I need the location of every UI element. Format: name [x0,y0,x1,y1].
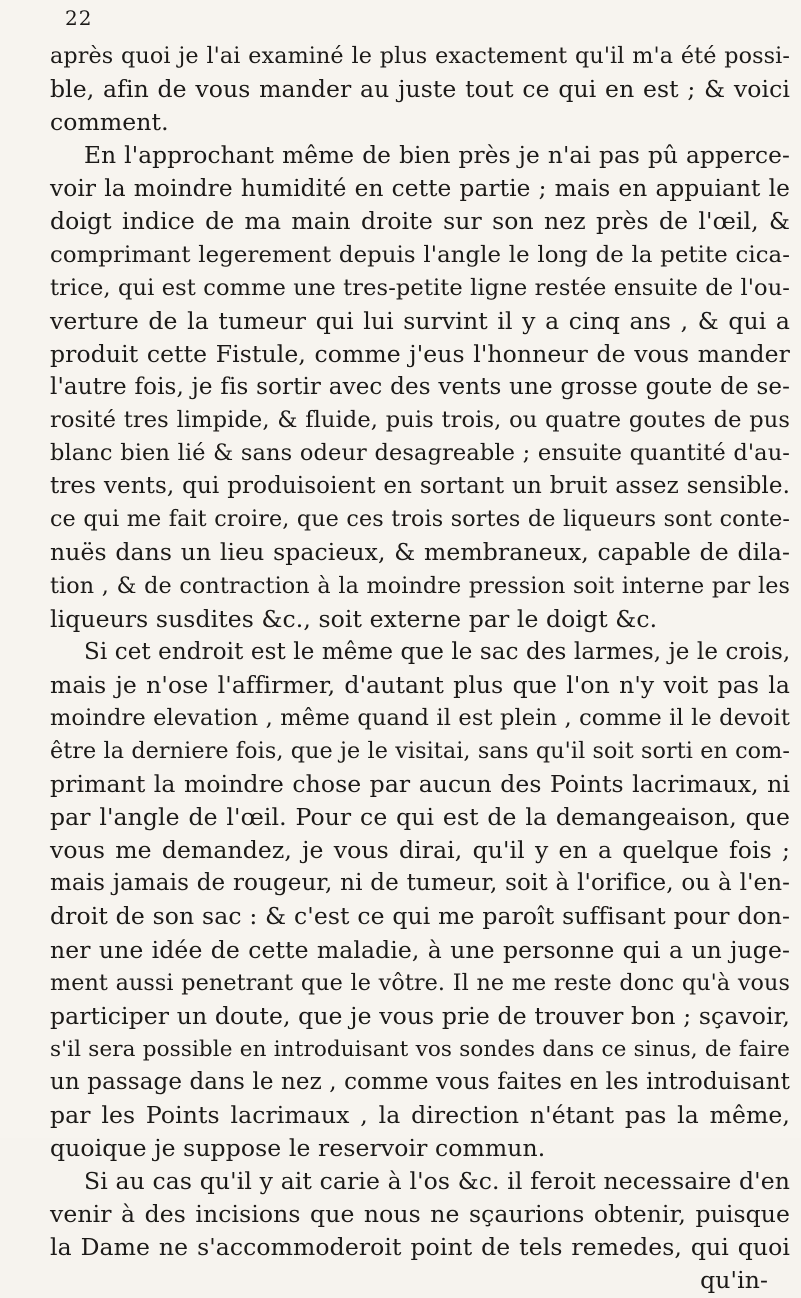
text-line: moindre elevation , même quand il est plein , comme il le devoit [50,704,790,731]
paragraph-start-line: En l'approchant même de bien près je n'ai pas pû apperce- [84,142,790,170]
text-line: voir la moindre humidité en cette partie ; mais en appuiant le [50,175,790,203]
text-line: venir à des incisions que nous ne sçaurions obtenir, puisque [50,1200,790,1229]
text-line: la Dame ne s'accommoderoit point de tels remedes, qui quoi [50,1233,790,1262]
text-line: ner une idée de cette maladie, à une personne qui a un juge- [50,935,790,964]
text-line: être la derniere fois, que je le visitai, sans qu'il soit sorti en com- [50,737,790,764]
text-line: tion , & de contraction à la moindre pression soit interne par les [50,572,790,599]
text-line: tres vents, qui produisoient en sortant un bruit assez sensible. [50,473,790,500]
text-line: quoique je suppose le reservoir commun. [50,1134,546,1163]
text-line: ble, afin de vous mander au juste tout ce qui en est ; & voici [50,75,790,104]
paragraph-start-line: Si au cas qu'il y ait carie à l'os &c. il feroit necessaire d'en [84,1167,790,1196]
text-line: mais jamais de rougeur, ni de tumeur, soit à l'orifice, ou à l'en- [50,870,790,897]
text-line: nuës dans un lieu spacieux, & membraneux, capable de dila- [50,538,790,567]
text-line: primant la moindre chose par aucun des Points lacrimaux, ni [50,770,790,799]
text-line: s'il sera possible en introduisant vos sondes dans ce sinus, de faire [50,1036,790,1062]
text-line: liqueurs susdites &c., soit externe par le doigt &c. [50,604,658,633]
text-line: vous me demandez, je vous dirai, qu'il y en a quelque fois ; [50,836,790,865]
text-line: droit de son sac : & c'est ce qui me paroît suffisant pour don- [50,902,790,931]
body-text [50,40,790,1298]
text-line: comprimant legerement depuis l'angle le long de la petite cica- [50,241,790,268]
text-line: mais je n'ose l'affirmer, d'autant plus que l'on n'y voit pas la [50,670,790,699]
text-line: produit cette Fistule, comme j'eus l'honneur de vous mander [50,339,790,368]
text-line: comment. [50,108,169,137]
text-line: ce qui me fait croire, que ces trois sortes de liqueurs sont conte- [50,506,790,533]
page-number: 22 [65,6,93,30]
text-line: verture de la tumeur qui lui survint il y a cinq ans , & qui a [50,306,790,335]
text-line: l'autre fois, je fis sortir avec des vents une grosse goute de se- [50,373,790,400]
text-line: rosité tres limpide, & fluide, puis trois, ou quatre goutes de pus [50,407,790,434]
text-line: blanc bien lié & sans odeur desagreable ; ensuite quantité d'au- [50,440,790,467]
text-line: trice, qui est comme une tres-petite ligne restée ensuite de l'ou- [50,274,790,301]
text-line: ment aussi penetrant que le vôtre. Il ne me reste donc qu'à vous [50,969,790,996]
text-line: participer un doute, que je vous prie de trouver bon ; sçavoir, [50,1001,790,1030]
text-line: par les Points lacrimaux , la direction n'étant pas la même, [50,1101,790,1129]
catchword: qu'in- [700,1266,768,1295]
text-line: un passage dans le nez , comme vous faites en les introduisant [50,1068,790,1095]
text-line: doigt indice de ma main droite sur son nez près de l'œil, & [50,207,790,236]
text-line: après quoi je l'ai examiné le plus exactement qu'il m'a été possi- [50,43,790,69]
text-line: par l'angle de l'œil. Pour ce qui est de la demangeaison, que [50,803,790,832]
paragraph-start-line: Si cet endroit est le même que le sac des larmes, je le crois, [84,638,791,665]
